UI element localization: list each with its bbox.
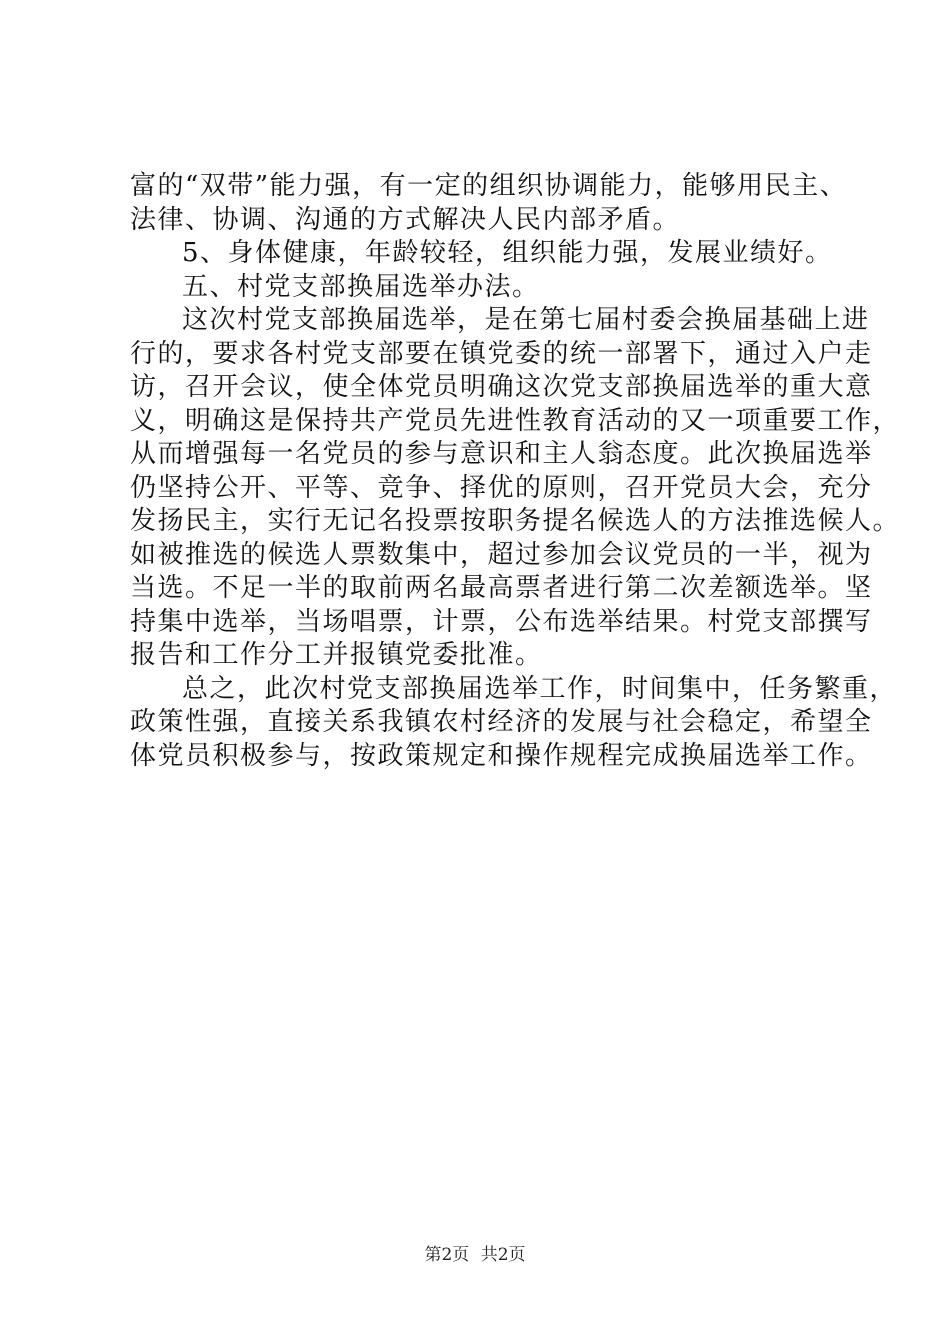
text-line: 富的“双带”能力强，有一定的组织协调能力，能够用民主、 <box>130 171 848 201</box>
page-footer <box>0 1244 950 1266</box>
text-line: 当选。不足一半的取前两名最高票者进行第二次差额选举。坚 <box>130 573 873 603</box>
paragraph-start: 这次村党支部换届选举，是在第七届村委会换届基础上进 <box>182 305 870 335</box>
text-line: 仍坚持公开、平等、竞争、择优的原则，召开党员大会，充分 <box>130 472 873 503</box>
document-body <box>130 170 901 773</box>
text-line: 报告和工作分工并报镇党委批准。 <box>130 640 543 670</box>
list-item-5: 5、身体健康，年龄较轻，组织能力强，发展业绩好。 <box>182 238 833 268</box>
page-number: 第2页 <box>424 1245 470 1265</box>
text-line: 访，召开会议，使全体党员明确这次党支部换届选举的重大意 <box>130 372 873 402</box>
text-line: 持集中选举，当场唱票，计票，公布选举结果。村党支部撰写 <box>130 606 873 637</box>
text-line: 法律、协调、沟通的方式解决人民内部矛盾。 <box>130 204 681 235</box>
text-line: 如被推选的候选人票数集中，超过参加会议党员的一半，视为 <box>130 539 873 570</box>
text-line: 政策性强，直接关系我镇农村经济的发展与社会稳定，希望全 <box>130 707 873 737</box>
page-total: 共2页 <box>480 1245 526 1265</box>
text-line: 体党员积极参与，按政策规定和操作规程完成换届选举工作。 <box>130 740 873 771</box>
text-line: 行的，要求各村党支部要在镇党委的统一部署下，通过入户走 <box>130 338 873 369</box>
section-heading: 五、村党支部换届选举办法。 <box>182 271 540 302</box>
paragraph-start: 总之，此次村党支部换届选举工作，时间集中，任务繁重， <box>182 673 898 704</box>
text-line: 义，明确这是保持共产党员先进性教育活动的又一项重要工作， <box>130 405 901 436</box>
text-line: 从而增强每一名党员的参与意识和主人翁态度。此次换届选举 <box>130 439 873 469</box>
text-line: 发扬民主，实行无记名投票按职务提名候选人的方法推选候人。 <box>130 506 901 536</box>
